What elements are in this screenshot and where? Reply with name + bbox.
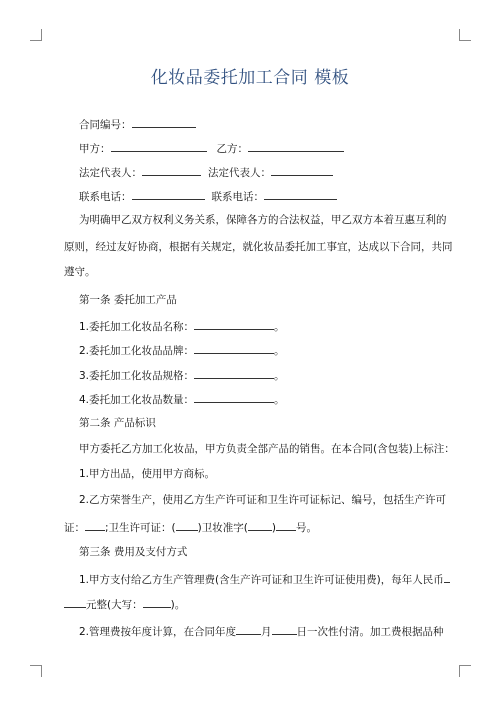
article-3-line-3 (79, 623, 444, 639)
legal-rep-a-blank (142, 164, 201, 176)
article-1-item-1 (79, 318, 285, 334)
article-2-line-2: 1.甲方出品，使用甲方商标。 (79, 468, 216, 480)
item-blank (194, 367, 274, 379)
month-label: 月 (261, 626, 272, 638)
item-blank (194, 391, 274, 403)
article-2-line-3: 2.乙方荣誉生产，使用乙方生产许可证和卫生许可证标记、编号，包括生产许可 (79, 494, 447, 506)
party-b-label: 乙方： (216, 143, 248, 155)
fee-close: )。 (170, 599, 186, 611)
article-1-item-4 (79, 391, 285, 407)
phone-a-label: 联系电话： (79, 191, 132, 203)
document-title: 化妆品委托加工合同 模板 (150, 68, 350, 88)
item-label: 4.委托加工化妆品数量： (79, 394, 195, 406)
phone-a-blank (132, 188, 205, 200)
article-3-heading: 第三条 费用及支付方式 (79, 546, 188, 558)
approval-close: ) (271, 522, 276, 534)
payment-text: 2.管理费按年度计算，在合同年度 (79, 626, 237, 638)
legal-rep-b-blank (271, 164, 333, 176)
party-b-blank (248, 140, 344, 152)
legal-rep-a-label: 法定代表人： (79, 167, 142, 179)
intro-line-1: 为明确甲乙双方权利义务关系，保障各方的合法权益，甲乙双方本着互惠互利的 (79, 214, 447, 226)
hygiene-blank (176, 519, 198, 531)
item-blank (194, 318, 274, 330)
approval-label: )卫妆准字( (197, 522, 248, 534)
intro-line-3: 遵守。 (64, 266, 96, 278)
article-3-line-1 (79, 571, 450, 587)
contract-number-blank (132, 116, 196, 128)
party-a-blank (111, 140, 207, 152)
fee-blank-end (444, 571, 450, 583)
phone-b-blank (264, 188, 337, 200)
party-a-label: 甲方： (79, 143, 111, 155)
article-2-line-1: 甲方委托乙方加工化妆品，甲方负责全部产品的销售。在本合同(含包装)上标注： (79, 443, 455, 455)
hygiene-label: ;卫生许可证：( (105, 522, 176, 534)
item-period: 。 (274, 394, 285, 406)
item-period: 。 (274, 370, 285, 382)
license-label: 证： (64, 522, 85, 534)
article-1-heading: 第一条 委托加工产品 (79, 294, 177, 306)
item-period: 。 (274, 321, 285, 333)
article-2-line-4 (64, 519, 317, 535)
item-period: 。 (274, 345, 285, 357)
article-1-item-2 (79, 342, 285, 358)
month-blank (236, 623, 261, 635)
article-2-heading: 第二条 产品标识 (79, 417, 156, 429)
number-suffix: 号。 (295, 522, 317, 534)
item-label: 1.委托加工化妆品名称： (79, 321, 195, 333)
item-label: 2.委托加工化妆品品牌： (79, 345, 195, 357)
article-1-item-3 (79, 367, 285, 383)
fee-caps-blank (143, 596, 171, 608)
phone-b-label: 联系电话： (211, 191, 264, 203)
crop-mark-bottom-right (459, 665, 471, 677)
article-3-line-2 (64, 596, 185, 612)
legal-rep-row (79, 164, 333, 180)
contract-number-label: 合同编号： (79, 119, 132, 131)
contract-number-row (79, 116, 196, 132)
item-blank (194, 342, 274, 354)
phone-row (79, 188, 337, 204)
item-label: 3.委托加工化妆品规格： (79, 370, 195, 382)
crop-mark-top-right (459, 29, 471, 41)
legal-rep-b-label: 法定代表人： (208, 167, 271, 179)
fee-text: 1.甲方支付给乙方生产管理费(含生产许可证和卫生许可证使用费)，每年人民币 (79, 574, 444, 586)
fee-amount-blank (64, 596, 86, 608)
payment-text-end: 日一次性付清。加工费根据品种 (296, 626, 444, 638)
day-blank (272, 623, 297, 635)
parties-row (79, 140, 344, 156)
fee-caps-label: 元整(大写： (86, 599, 143, 611)
approval-blank-2 (276, 519, 296, 531)
crop-mark-bottom-left (30, 665, 42, 677)
intro-line-2: 原则，经过友好协商，根据有关规定，就化妆品委托加工事宜，达成以下合同，共同 (64, 241, 453, 253)
approval-blank-1 (248, 519, 272, 531)
crop-mark-top-left (30, 29, 42, 41)
license-blank (85, 519, 105, 531)
